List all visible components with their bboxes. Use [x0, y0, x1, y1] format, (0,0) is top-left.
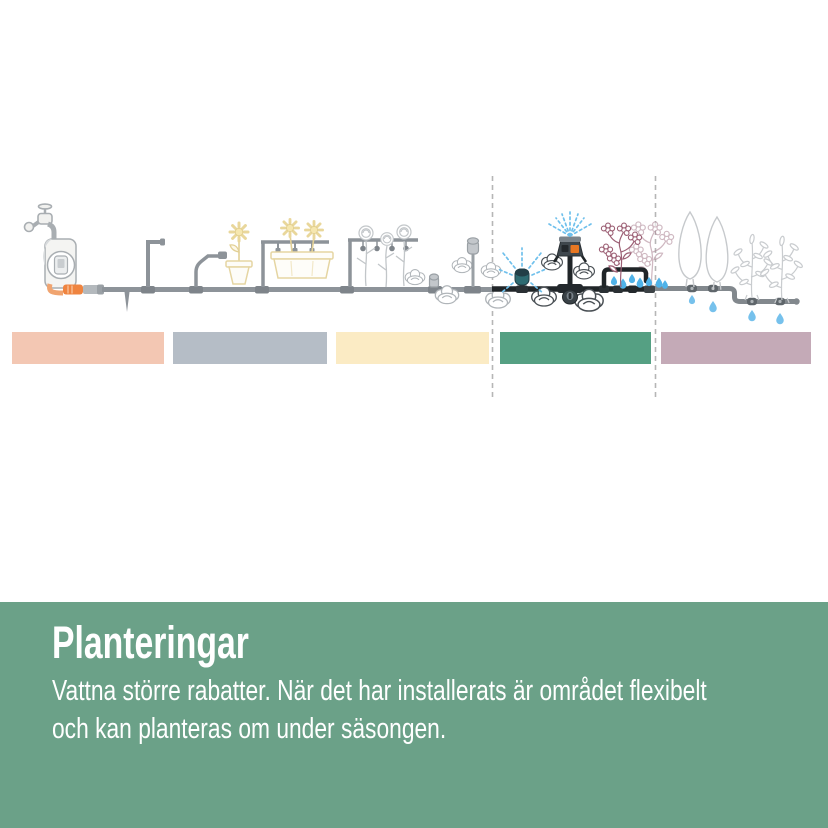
info-panel: [0, 602, 828, 828]
panel-body-line: och kan planteras om under säsongen.: [52, 713, 447, 745]
panel-body-line: Vattna större rabatter. När det har installerats är området flexibelt: [52, 675, 707, 707]
zone-band-5: [661, 332, 811, 364]
zone-band-4: [500, 332, 651, 364]
drip-nozzle: [218, 252, 227, 260]
info-panel-content: [0, 602, 828, 748]
faded-left-section: [25, 204, 511, 312]
zone-bands: [12, 332, 811, 364]
drip-nozzle-arm: [196, 252, 227, 288]
zone-band-3: [336, 332, 489, 364]
pop-up-sprinkler-icon: [430, 274, 439, 287]
water-timer-icon: [43, 239, 76, 288]
flower-pot-icon: [226, 223, 252, 284]
cypress-trees: [679, 212, 728, 290]
rose-plants: [357, 225, 412, 287]
shrubs: [730, 234, 803, 303]
spray-fan: [549, 212, 591, 236]
drip-line-right: [651, 289, 796, 302]
lettuce-plants-faded: [405, 258, 510, 308]
zone-band-2: [173, 332, 327, 364]
hose-connector: [63, 285, 83, 295]
tap-icon: [25, 204, 55, 239]
panel-heading: Planteringar: [52, 617, 249, 668]
pipe-adapter: [83, 285, 99, 294]
ground-spike-icon: [125, 292, 130, 312]
zone-band-1: [12, 332, 164, 364]
riser-extension: [148, 239, 165, 288]
